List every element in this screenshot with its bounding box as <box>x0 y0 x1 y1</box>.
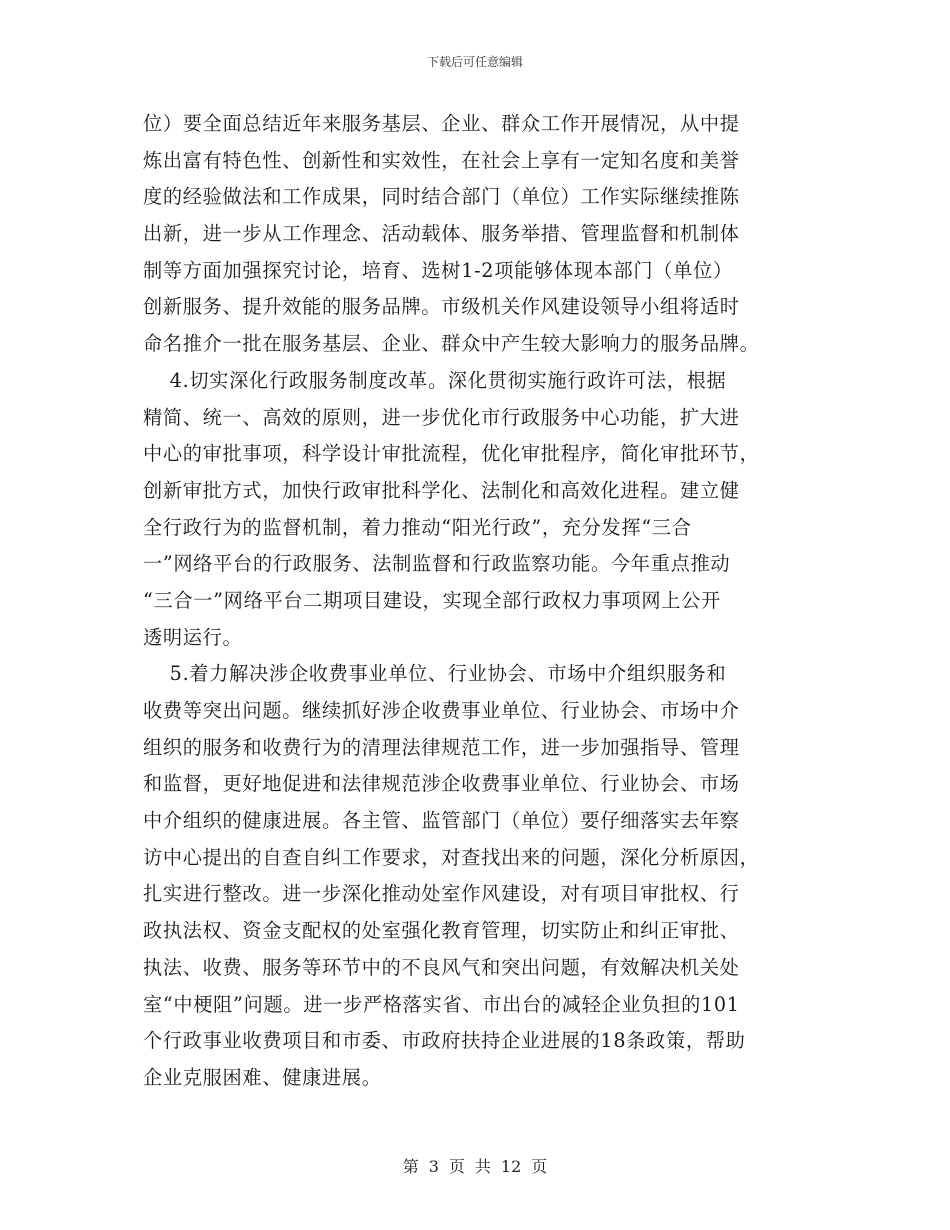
text-line: 企业克服困难、健康进展。 <box>143 1065 382 1089</box>
text-line: 度的经验做法和工作成果，同时结合部门（单位）工作实际继续推陈 <box>143 185 740 209</box>
text-line: 命名推介一批在服务基层、企业、群众中产生较大影响力的服务品牌。 <box>143 332 760 356</box>
header-note: 下载后可任意编辑 <box>426 55 523 69</box>
text-line: 炼出富有特色性、创新性和实效性，在社会上享有一定知名度和美誉 <box>143 148 740 172</box>
text-line: “三合一”网络平台二期项目建设，实现全部行政权力事项网上公开 <box>143 588 721 612</box>
total-pages-number: 12 <box>500 1157 522 1176</box>
footer-total-word: 共 <box>474 1157 491 1176</box>
text-line: 创新服务、提升效能的服务品牌。市级机关作风建设领导小组将适时 <box>143 295 740 319</box>
text-line: 和监督，更好地促进和法律规范涉企收费事业单位、行业协会、市场 <box>143 772 740 796</box>
text-line: 个行政事业收费项目和市委、市政府扶持企业进展的18条政策，帮助 <box>143 1029 746 1053</box>
text-line: 5.着力解决涉企收费事业单位、行业协会、市场中介组织服务和 <box>143 662 727 686</box>
text-line: 中介组织的健康进展。各主管、监管部门（单位）要仔细落实去年察 <box>143 809 740 833</box>
text-line: 全行政行为的监督机制，着力推动“阳光行政”，充分发挥“三合 <box>143 515 692 539</box>
footer-page-word: 页 <box>448 1157 465 1176</box>
text-line: 创新审批方式，加快行政审批科学化、法制化和高效化进程。建立健 <box>143 478 740 502</box>
text-line: 中心的审批事项，科学设计审批流程，优化审批程序，简化审批环节， <box>143 442 760 466</box>
text-line: 制等方面加强探究讨论，培育、选树1-2项能够体现本部门（单位） <box>143 258 733 282</box>
text-line: 组织的服务和收费行为的清理法律规范工作，进一步加强指导、管理 <box>143 735 740 759</box>
body-text <box>143 106 815 1097</box>
paragraph-3 <box>143 656 815 1096</box>
text-line: 执法、收费、服务等环节中的不良风气和突出问题，有效解决机关处 <box>143 955 740 979</box>
text-line: 访中心提出的自查自纠工作要求，对查找出来的问题，深化分析原因， <box>143 845 760 869</box>
footer-prefix: 第 <box>402 1157 419 1176</box>
text-line: 政执法权、资金支配权的处室强化教育管理，切实防止和纠正审批、 <box>143 919 740 943</box>
text-line: 收费等突出问题。继续抓好涉企收费事业单位、行业协会、市场中介 <box>143 699 740 722</box>
footer-suffix: 页 <box>531 1157 548 1176</box>
page-footer <box>0 1154 950 1177</box>
text-line: 位）要全面总结近年来服务基层、企业、群众工作开展情况，从中提 <box>143 112 740 135</box>
text-line: 室“中梗阻”问题。进一步严格落实省、市出台的减轻企业负担的101 <box>143 992 740 1016</box>
current-page-number: 3 <box>428 1157 439 1176</box>
text-line: 扎实进行整改。进一步深化推动处室作风建设，对有项目审批权、行 <box>143 882 740 906</box>
text-line: 出新，进一步从工作理念、活动载体、服务举措、管理监督和机制体 <box>143 222 740 246</box>
text-line: 精简、统一、高效的原则，进一步优化市行政服务中心功能，扩大进 <box>143 405 740 429</box>
text-line: 一”网络平台的行政服务、法制监督和行政监察功能。今年重点推动 <box>143 552 731 576</box>
paragraph-2 <box>143 363 815 657</box>
text-line: 4.切实深化行政服务制度改革。深化贯彻实施行政许可法，根据 <box>143 368 727 392</box>
text-line: 透明运行。 <box>143 625 243 649</box>
paragraph-1 <box>143 106 815 363</box>
